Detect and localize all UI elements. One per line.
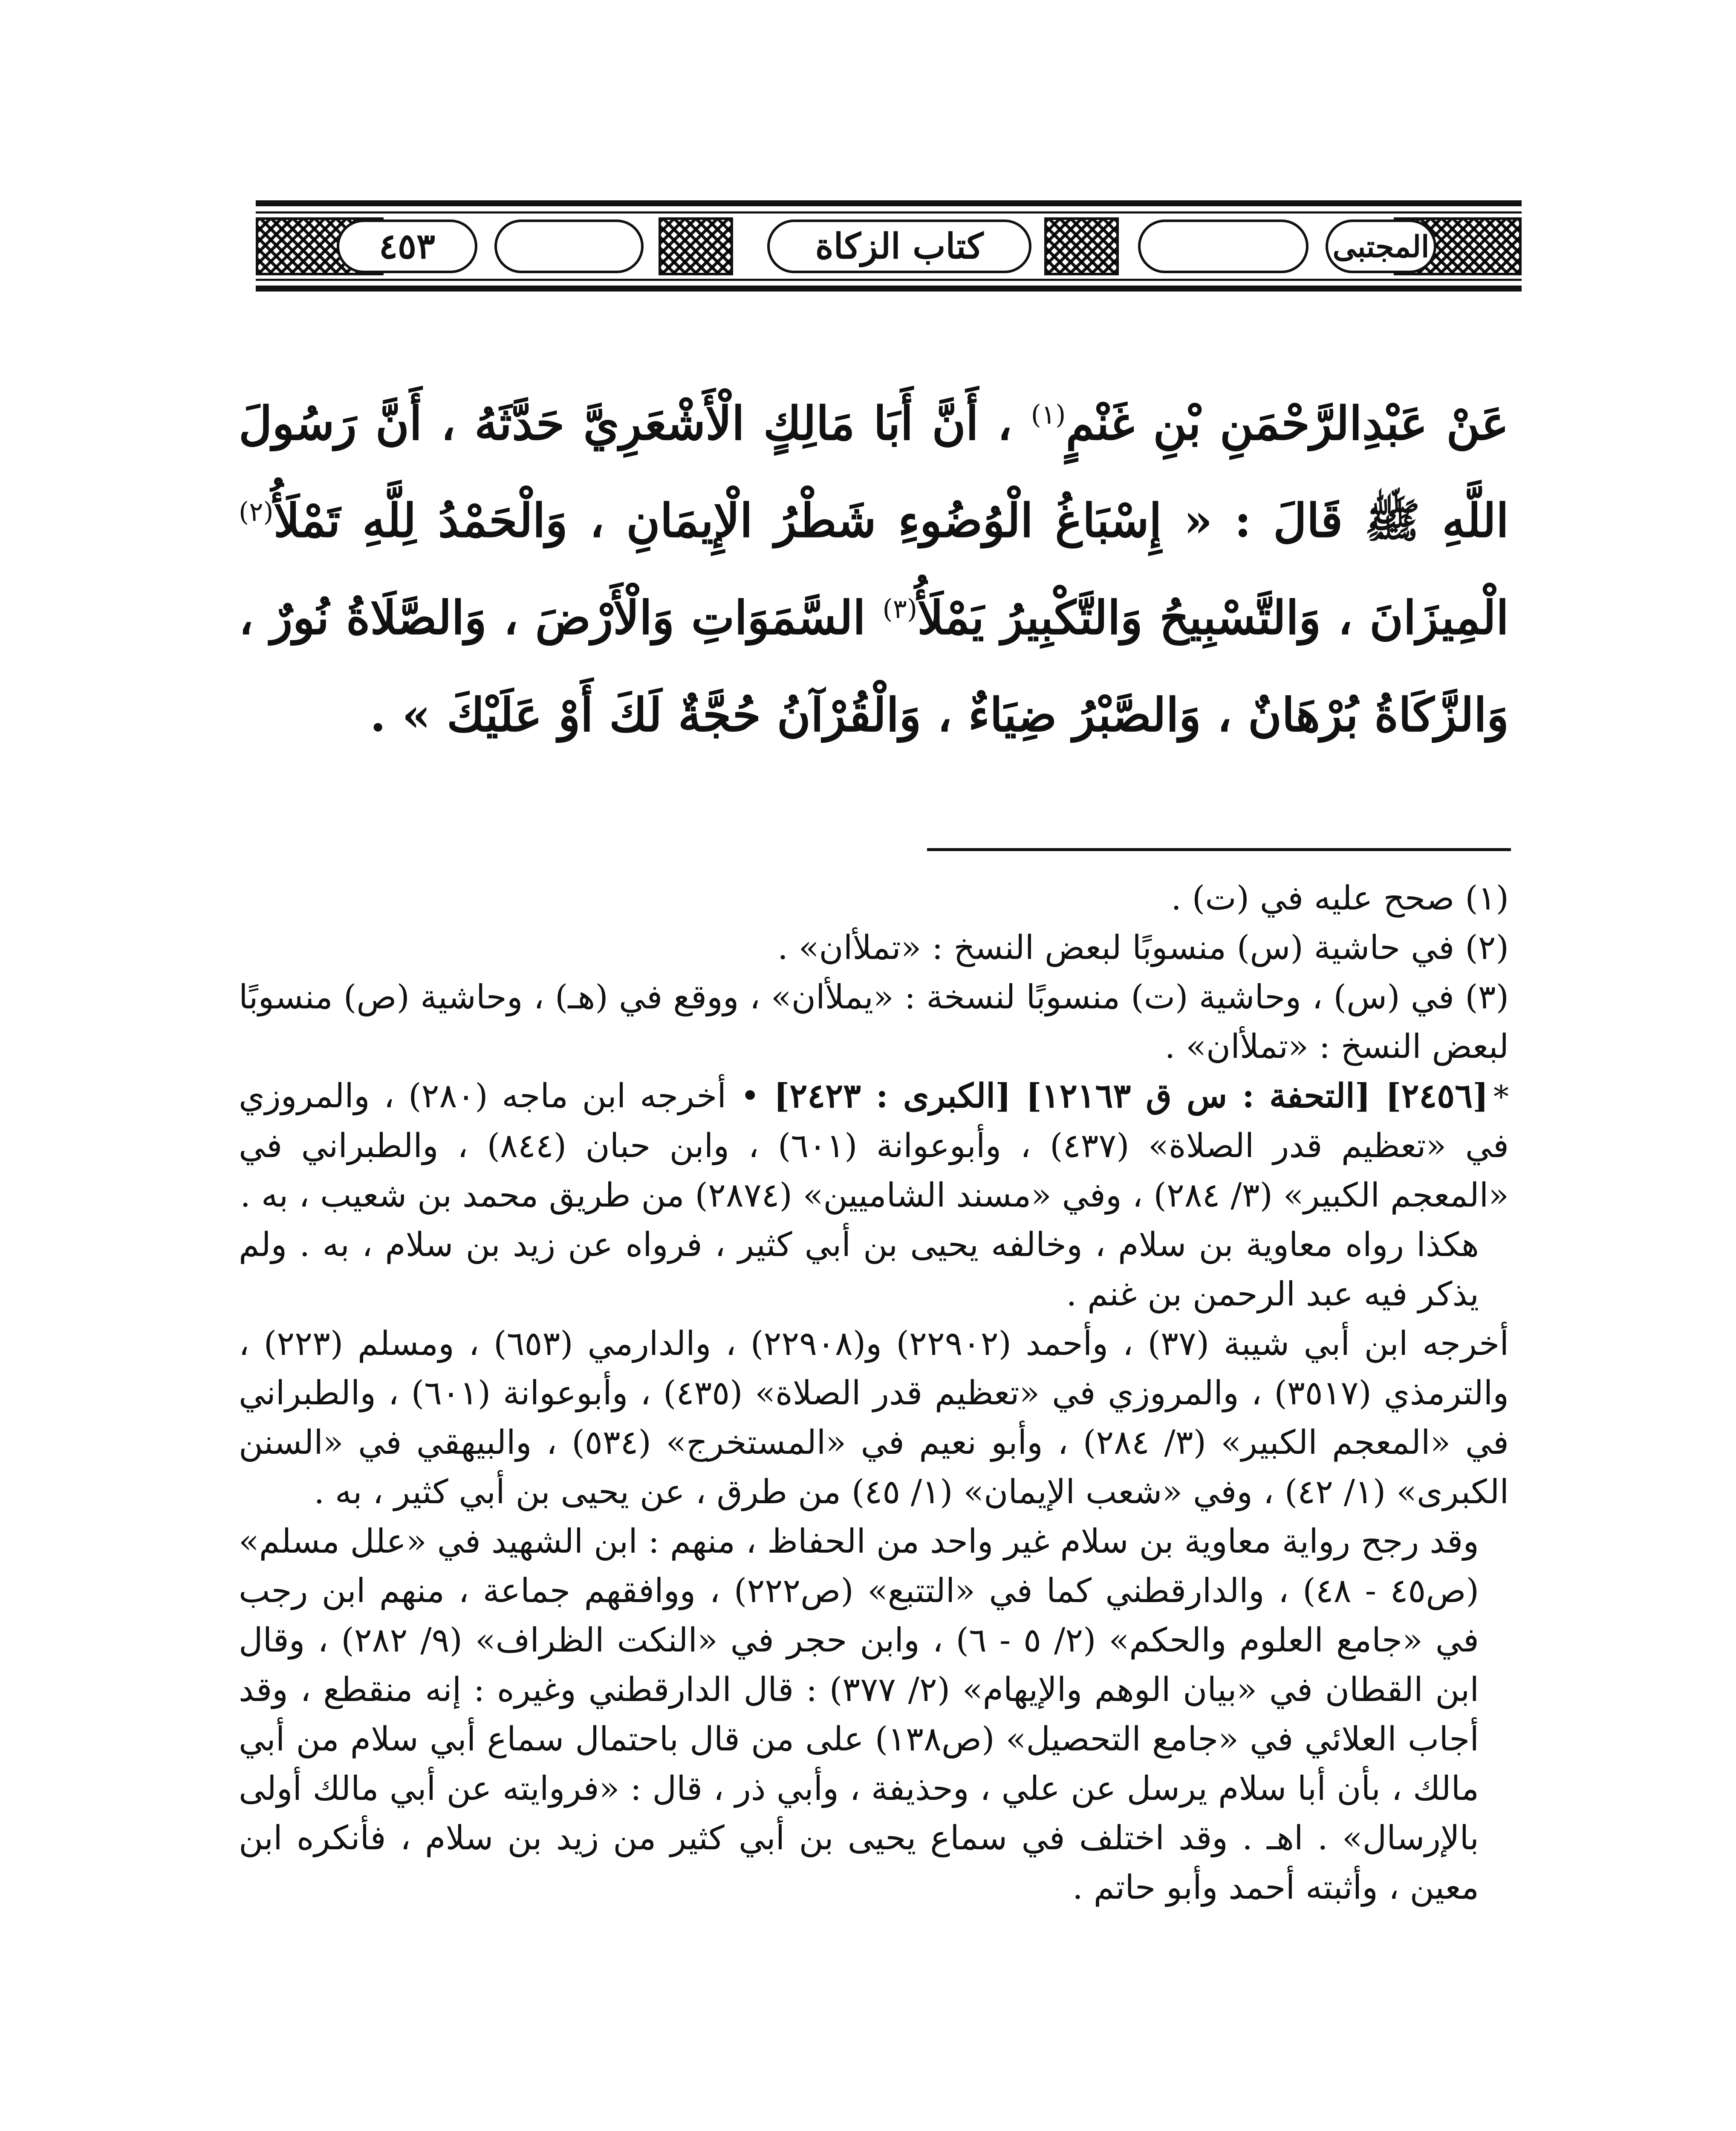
- running-header: [256, 200, 1522, 292]
- ornament-cartouche: [1138, 219, 1308, 273]
- ornament-cartouche: [494, 219, 644, 273]
- asterisk-marker: *: [1493, 1079, 1509, 1115]
- footnote-marker: (٣): [882, 593, 918, 624]
- takhrij-paragraph: وقد رجح رواية معاوية بن سلام غير واحد من الحفاظ ، منهم : ابن الشهيد في «علل مسلم» (ص٤٥ - ٤٨) ، والدارقطني كما في «التتبع» (ص٢٢٢) ، ووافقهم جماعة ، منهم ابن رجب في «جامع العلوم والحكم» (٢/ ٥ - ٦) ، وابن حجر في «النكت الظراف» (٩/ ٢٨٢) ، وقال ابن القطان في «بيان الوهم والإيهام» (٢/ ٣٧٧) : قال الدارقطني وغيره : إنه منقطع ، وقد أجاب العلائي في «جامع التحصيل» (ص١٣٨) على من قال باحتمال سماع أبي سلام من أبي مالك ، بأن أبا سلام يرسل عن علي ، وحذيفة ، وأبي ذر ، قال : «فروايته عن أبي مالك أولى بالإرسال» . اهـ . وقد اختلف في سماع يحيى بن أبي كثير من زيد بن سلام ، فأنكره ابن معين ، وأثبته أحمد وأبو حاتم .: [239, 1522, 1479, 1907]
- footnote-marker: (٢): [239, 496, 274, 527]
- footnotes: [239, 874, 1509, 1912]
- footnote-marker: (١): [1031, 399, 1066, 430]
- header-rule: [256, 286, 1522, 292]
- takhrij-paragraph: أخرجه ابن أبي شيبة (٣٧) ، وأحمد (٢٢٩٠٢) و(٢٢٩٠٨) ، والدارمي (٦٥٣) ، ومسلم (٢٢٣) ، والترمذي (٣٥١٧) ، والمروزي في «تعظيم قدر الصلاة» (٤٣٥) ، وأبوعوانة (٦٠١) ، والطبراني في «المعجم الكبير» (٣/ ٢٨٤) ، وأبو نعيم في «المستخرج» (٥٣٤) ، والبيهقي في «السنن الكبرى» (١/ ٤٢) ، وفي «شعب الإيمان» (١/ ٤٥) من طرق ، عن يحيى بن أبي كثير ، به .: [239, 1325, 1509, 1511]
- hadith-matn: السَّمَوَاتِ وَالْأَرْضَ ، وَالصَّلَاةُ نُورٌ ، وَالزَّكَاةُ بُرْهَانٌ ، وَالصَّبْرُ ضِيَاءٌ ، وَالْقُرْآنُ حُجَّةٌ لَكَ أَوْ عَلَيْكَ » .: [239, 591, 1509, 742]
- header-rule: [256, 211, 1522, 214]
- hadith-isnad: عَنْ عَبْدِالرَّحْمَنِ بْنِ غَنْمٍ: [1066, 397, 1509, 450]
- header-rule: [256, 200, 1522, 206]
- hadith-matn: الْمِيزَانَ ، وَالتَّسْبِيحُ وَالتَّكْبِيرُ يَمْلَأُ: [917, 591, 1509, 645]
- book-title: المجتبى: [1326, 219, 1436, 273]
- ornament-block: [659, 217, 733, 275]
- takhrij-paragraph: هكذا رواه معاوية بن سلام ، وخالفه يحيى بن أبي كثير ، فرواه عن زيد بن سلام ، به . ولم يذكر فيه عبد الرحمن بن غنم .: [239, 1226, 1479, 1314]
- footnote-2: (٢) في حاشية (س) منسوبًا لبعض النسخ : «تملأان» .: [777, 929, 1509, 967]
- hadith-text: [239, 375, 1509, 764]
- takhrij-header: [239, 1071, 1509, 1220]
- takhrij-reference: [٢٤٥٦] [التحفة : س ق ١٢١٦٣] [الكبرى : ٢٤٢٣]: [774, 1077, 1488, 1115]
- footnote-divider: [927, 848, 1511, 851]
- footnote-1: (١) صحح عليه في (ت) .: [1171, 879, 1509, 918]
- header-rule: [256, 279, 1522, 281]
- chapter-title: كتاب الزكاة: [767, 219, 1031, 273]
- footnote-3: (٣) في (س) ، وحاشية (ت) منسوبًا لنسخة : «يملأان» ، ووقع في (هـ) ، وحاشية (ص) منسوبًا لبعض النسخ : «تملأان» .: [239, 978, 1509, 1066]
- page-number: ٤٥٣: [337, 219, 477, 273]
- hadith-matn: ، أَنَّ أَبَا مَالِكٍ الْأَشْعَرِيَّ حَدَّثَهُ ، أَنَّ رَسُولَ اللَّهِ ﷺ قَالَ : « إِسْبَاغُ الْوُضُوءِ شَطْرُ الْإِيمَانِ ، وَالْحَمْدُ لِلَّهِ تَمْلَأُ: [239, 397, 1509, 548]
- takhrij-paragraph: أخرجه ابن ماجه (٢٨٠) ، والمروزي في «تعظيم قدر الصلاة» (٤٣٧) ، وأبوعوانة (٦٠١) ، وابن حبان (٨٤٤) ، والطبراني في «المعجم الكبير» (٣/ ٢٨٤) ، وفي «مسند الشاميين» (٢٨٧٤) من طريق محمد بن شعيب ، به .: [239, 1077, 1509, 1215]
- bullet-icon: •: [740, 1077, 760, 1115]
- ornament-block: [1044, 217, 1119, 275]
